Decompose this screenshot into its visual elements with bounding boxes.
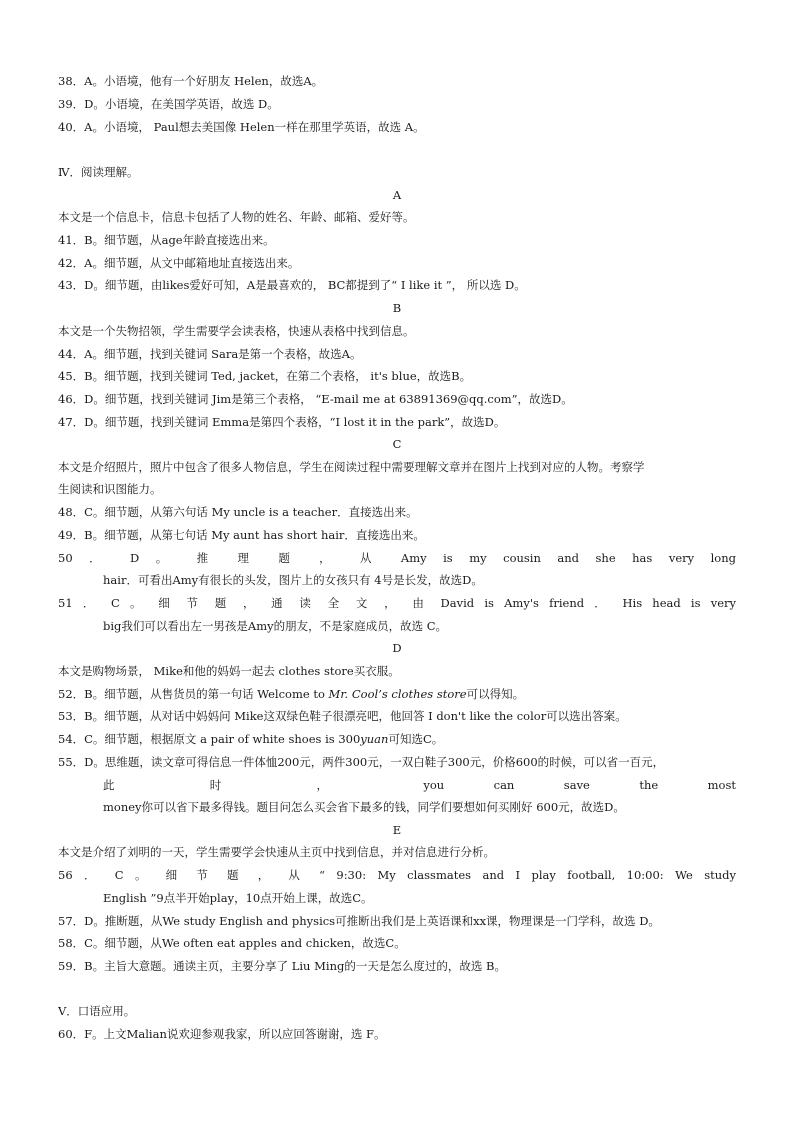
answer-50: 50 ． D 。 推 理 题 ， 从 Amy is my cousin and she has very long <box>58 551 736 565</box>
passage-c-summary-cont: 生阅读和识图能力。 <box>58 482 162 496</box>
passage-label-b: B <box>392 301 402 315</box>
answer-56: 56 ． C 。 细 节 题 ， 从 “ 9:30: My classmates and I play football, 10:00: We study <box>58 868 736 882</box>
passage-b-summary: 本文是一个失物招领，学生需要学会读表格，快速从表格中找到信息。 <box>58 324 415 338</box>
answer-55: 55．D。思维题，读文章可得信息一件体恤200元，两件300元，一双白鞋子300元，价格600的时候，可以省一百元， <box>58 755 665 769</box>
answer-47: 47．D。细节题，找到关键词 Emma是第四个表格，“I lost it in the park”，故选D。 <box>58 415 506 429</box>
answer-54-text: 54．C。细节题，根据原文 a pair of white shoes is 300 <box>58 732 361 746</box>
answer-49: 49．B。细节题，从第七句话 My aunt has short hair．直接选出来。 <box>58 528 425 542</box>
answer-58: 58．C。细节题，从We often eat apples and chicken，故选C。 <box>58 936 406 950</box>
answer-40: 40．A。小语境， Paul想去美国像 Helen一样在那里学英语，故选 A。 <box>58 120 425 134</box>
answer-38: 38．A。小语境，他有一个好朋友 Helen，故选A。 <box>58 74 324 88</box>
passage-e-summary: 本文是介绍了刘明的一天，学生需要学会快速从主页中找到信息，并对信息进行分析。 <box>58 845 495 859</box>
passage-d-summary: 本文是购物场景， Mike和他的妈妈一起去 clothes store买衣服。 <box>58 664 400 678</box>
passage-label-e: E <box>392 823 402 837</box>
passage-label-a: A <box>392 188 402 202</box>
answer-51-cont: big我们可以看出左一男孩是Amy的朋友，不是家庭成员，故选 C。 <box>103 619 448 633</box>
passage-c-summary: 本文是介绍照片，照片中包含了很多人物信息，学生在阅读过程中需要理解文章并在图片上找到对应的人物。考察学 <box>58 460 645 474</box>
answer-54-end: 可知选C。 <box>388 732 444 746</box>
answer-59: 59．B。主旨大意题。通读主页，主要分享了 Liu Ming的一天是怎么度过的，故选 B。 <box>58 959 506 973</box>
passage-a-summary: 本文是一个信息卡，信息卡包括了人物的姓名、年龄、邮箱、爱好等。 <box>58 210 415 224</box>
answer-45: 45．B。细节题，找到关键词 Ted, jacket，在第二个表格， it's blue，故选B。 <box>58 369 472 383</box>
answer-52-italic: Mr. Cool’s clothes store <box>328 687 467 701</box>
answer-56-cont: English ”9点半开始play，10点开始上课，故选C。 <box>103 891 373 905</box>
answer-55-cont-2: money你可以省下最多得钱。题目问怎么买会省下最多的钱，同学们要想如何买刚好 600元，故选D。 <box>103 800 625 814</box>
answer-53: 53．B。细节题，从对话中妈妈问 Mike这双绿色鞋子很漂亮吧，他回答 I don't like the color可以选出答案。 <box>58 709 627 723</box>
answer-46: 46．D。细节题，找到关键词 Jim是第三个表格， “E-mail me at 63891369@qq.com”，故选D。 <box>58 392 573 406</box>
section-heading-reading: Ⅳ．阅读理解。 <box>58 165 139 179</box>
answer-43: 43．D。细节题，由likes爱好可知，A是最喜欢的， BC都提到了“ I like it ”， 所以选 D。 <box>58 278 526 292</box>
passage-label-d: D <box>392 641 402 655</box>
passage-label-c: C <box>392 437 402 451</box>
answer-42: 42．A。细节题，从文中邮箱地址直接选出来。 <box>58 256 300 270</box>
answer-52-end: 可以得知。 <box>466 687 525 701</box>
answer-52 <box>58 684 736 704</box>
answer-44: 44．A。细节题，找到关键词 Sara是第一个表格，故选A。 <box>58 347 362 361</box>
answer-52-text: 52．B。细节题，从售货员的第一句话 Welcome to <box>58 687 329 701</box>
answer-50-cont: hair．可看出Amy有很长的头发，图片上的女孩只有 4号是长发，故选D。 <box>103 573 483 587</box>
answer-48: 48．C。细节题，从第六句话 My uncle is a teacher．直接选出来。 <box>58 505 418 519</box>
answer-57: 57．D。推断题，从We study English and physics可推断出我们是上英语课和xx课，物理课是一门学科，故选 D。 <box>58 914 660 928</box>
answer-41: 41．B。细节题，从age年龄直接选出来。 <box>58 233 275 247</box>
answer-54 <box>58 729 736 749</box>
answer-60: 60．F。上文Malian说欢迎参观我家，所以应回答谢谢，选 F。 <box>58 1027 386 1041</box>
answer-51: 51 ． C 。 细 节 题 ， 通 读 全 文 ， 由 David is Amy's friend ． His head is very <box>58 596 736 610</box>
answer-55-cont: 此 时 ， you can save the most <box>103 778 736 792</box>
answer-39: 39．D。小语境，在美国学英语，故选 D。 <box>58 97 279 111</box>
answer-54-italic: yuan <box>360 732 389 746</box>
section-heading-speaking: Ⅴ．口语应用。 <box>58 1004 136 1018</box>
